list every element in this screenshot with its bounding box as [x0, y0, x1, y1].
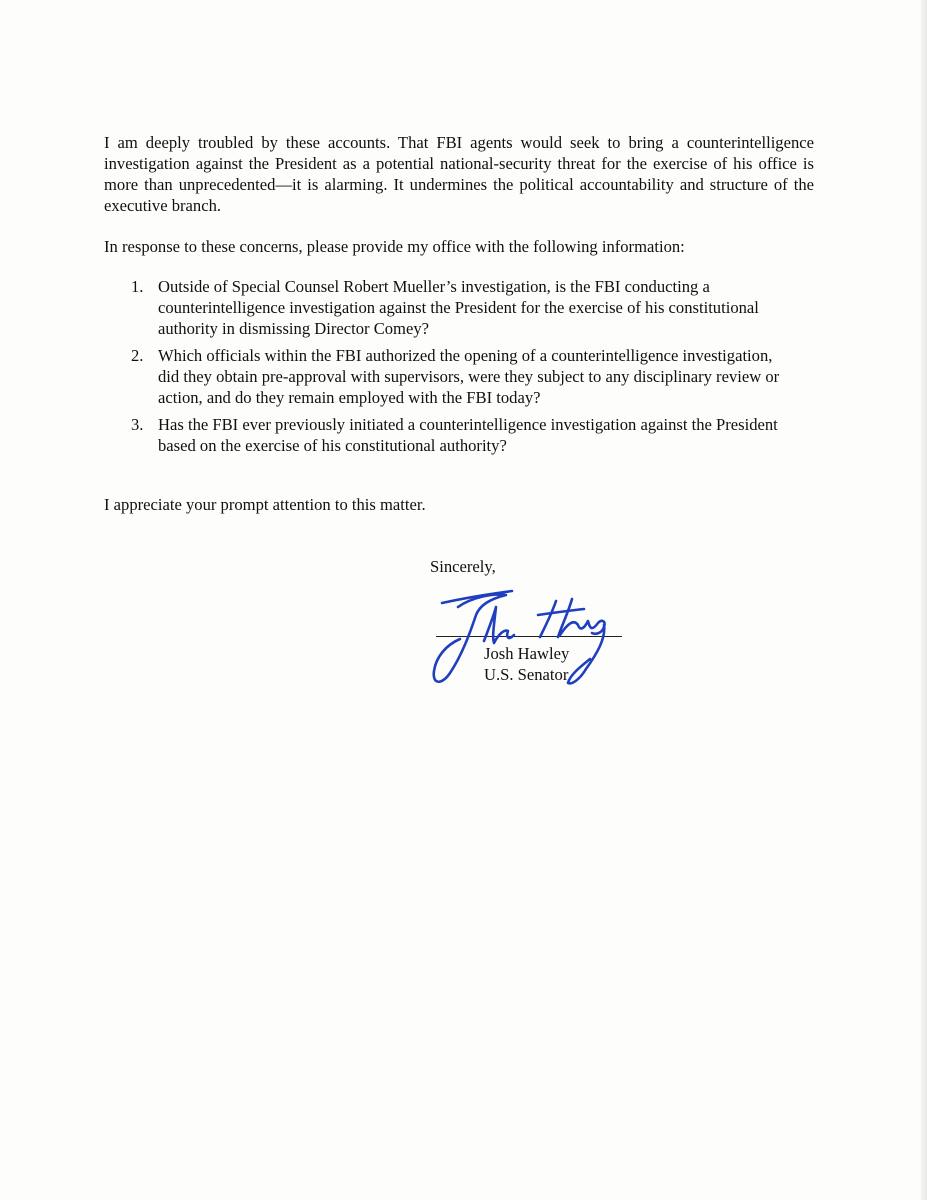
question-item-2 — [104, 345, 794, 408]
signer-name: Josh Hawley — [484, 644, 570, 663]
question-text: Has the FBI ever previously initiated a counterintelligence investigation against the President based on the exercise of his constitutional authority? — [158, 415, 778, 455]
question-list — [104, 276, 814, 462]
question-number: 3. — [131, 415, 144, 434]
question-text: Which officials within the FBI authorized the opening of a counterintelligence investigation, did they obtain pre-approval with supervisors, were they subject to any disciplinary review or action, and do they remain employed with the FBI today? — [158, 346, 780, 407]
closing-salutation: Sincerely, — [430, 557, 496, 576]
page-edge-shadow — [921, 0, 927, 1200]
question-item-3 — [104, 414, 794, 456]
signature-stroke-h-bar — [538, 609, 584, 615]
paragraph-concerns: I am deeply troubled by these accounts. That FBI agents would seek to bring a counterintelligence investigation against the President as a potential national-security threat for the exercise of his office is more than unprecedented—it is alarming. It undermines the political accountability and structure of the executive branch. — [104, 133, 814, 215]
question-text: Outside of Special Counsel Robert Mueller’s investigation, is the FBI conducting a counterintelligence investigation against the President for the exercise of his constitutional authority in dismissing Director Comey? — [158, 277, 759, 338]
handwritten-signature — [420, 585, 640, 690]
signer-title: U.S. Senator — [484, 665, 569, 684]
signature-stroke-h1 — [540, 601, 556, 637]
question-number: 1. — [131, 277, 144, 296]
signature-stroke-osh — [484, 607, 514, 643]
question-item-1 — [104, 276, 794, 339]
paragraph-appreciation: I appreciate your prompt attention to this matter. — [104, 495, 426, 514]
signature-stroke-h2 — [558, 599, 572, 637]
signature-stroke-awley — [560, 621, 605, 635]
paragraph-request: In response to these concerns, please provide my office with the following information: — [104, 237, 685, 256]
question-number: 2. — [131, 346, 144, 365]
